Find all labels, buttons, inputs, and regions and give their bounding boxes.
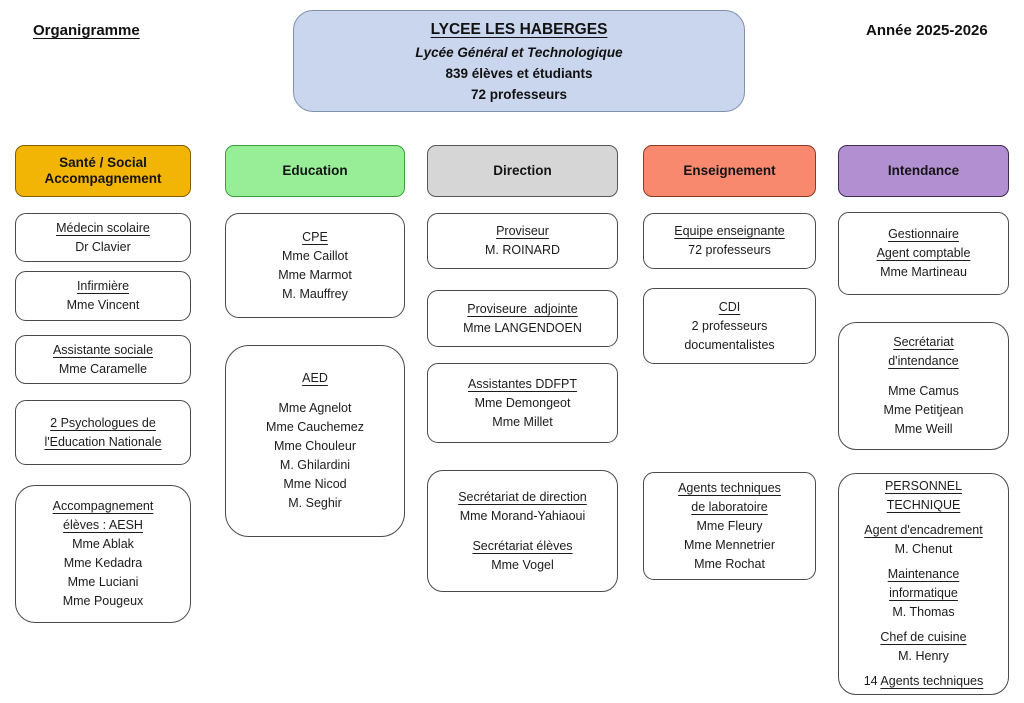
org-box-assistantes-ddfpt xyxy=(427,363,618,443)
org-box-secretariats xyxy=(427,470,618,592)
page-title: Organigramme xyxy=(33,22,140,39)
school-info-box xyxy=(293,10,745,112)
org-box-line: M. Henry xyxy=(898,649,949,663)
org-box-line: Secrétariat de direction xyxy=(458,489,587,504)
org-box-line-text: Agents techniques xyxy=(880,674,984,688)
org-box-line: Médecin scolaire xyxy=(56,220,150,235)
org-box-line: Chef de cuisine xyxy=(880,630,967,644)
org-box-line: de laboratoire xyxy=(691,499,768,514)
org-box-line: Proviseur xyxy=(496,224,549,238)
org-box-proviseur xyxy=(427,213,618,269)
school-name: LYCEE LES HABERGES xyxy=(430,20,608,38)
org-box-line: M. Mauffrey xyxy=(282,286,348,301)
org-box-line: Mme Rochat xyxy=(694,556,765,571)
org-box-line: Mme Chouleur xyxy=(274,439,356,453)
org-box-line: CPE xyxy=(302,229,328,244)
org-box-line: Gestionnaire xyxy=(888,227,959,241)
org-box-line xyxy=(864,672,984,691)
org-box-line: Mme Pougeux xyxy=(62,594,144,608)
org-box-line: Mme Vogel xyxy=(491,557,554,572)
column-header-direction xyxy=(427,145,618,197)
org-box-line: Mme Millet xyxy=(492,414,553,429)
org-box-line: Agent comptable xyxy=(876,246,971,260)
org-box-line-prefix: 14 xyxy=(863,674,881,688)
org-box-cdi xyxy=(643,288,816,364)
column-header-education xyxy=(225,145,405,197)
org-box-line: M. Thomas xyxy=(892,605,955,619)
org-box-cpe xyxy=(225,213,405,318)
org-box-line: Secrétariat xyxy=(893,335,954,349)
org-box-line: Dr Clavier xyxy=(75,239,131,254)
org-box-equipe-enseignante xyxy=(643,213,816,269)
org-box-line: 2 professeurs xyxy=(691,318,768,333)
org-box-line: M. Ghilardini xyxy=(279,458,351,472)
org-box-line: Mme LANGENDOEN xyxy=(463,320,582,335)
org-box-line: Agent d'encadrement xyxy=(864,523,983,537)
org-box-line: M. Seghir xyxy=(288,496,342,510)
column-enseignement xyxy=(643,145,816,580)
column-header-label: Education xyxy=(282,162,348,178)
column-header-intendance xyxy=(838,145,1009,197)
column-header-label: Santé / Social xyxy=(59,154,147,170)
org-box-line: Mme Mennetrier xyxy=(684,537,775,552)
org-box-line: Mme Petitjean xyxy=(883,403,964,417)
school-teachers-count: 72 professeurs xyxy=(470,86,568,102)
org-box-line: Agents techniques xyxy=(678,480,781,495)
org-box-secretariat-intendance xyxy=(838,322,1009,450)
org-box-line: Mme Caramelle xyxy=(58,361,148,376)
org-box-infirmiere xyxy=(15,271,191,321)
column-header-label: Direction xyxy=(493,162,552,178)
org-box-line: TECHNIQUE xyxy=(886,498,961,512)
school-type: Lycée Général et Technologique xyxy=(415,44,623,60)
year-label: Année 2025-2026 xyxy=(866,22,988,39)
column-intendance xyxy=(838,145,1009,695)
org-box-line: Mme Morand-Yahiaoui xyxy=(459,508,586,523)
org-box-assistante-sociale xyxy=(15,335,191,384)
org-box-gestionnaire xyxy=(838,212,1009,295)
org-box-line: Mme Caillot xyxy=(282,248,348,263)
org-box-line: Accompagnement xyxy=(52,499,154,513)
org-box-line: Proviseure adjointe xyxy=(467,301,578,316)
column-direction xyxy=(427,145,618,592)
org-box-line: Assistante sociale xyxy=(52,342,154,357)
org-box-line: Mme Demongeot xyxy=(474,395,571,410)
column-header-sante-social xyxy=(15,145,191,197)
org-box-line: M. Chenut xyxy=(894,542,953,556)
org-box-line: documentalistes xyxy=(684,337,775,352)
org-box-line: Secrétariat élèves xyxy=(472,538,573,553)
column-sante-social xyxy=(15,145,191,623)
column-header-enseignement xyxy=(643,145,816,197)
org-box-line: Infirmière xyxy=(76,279,130,293)
column-header-label: Enseignement xyxy=(683,162,776,178)
org-box-line: Mme Camus xyxy=(888,384,959,398)
org-box-line: PERSONNEL xyxy=(884,479,963,493)
org-box-line: élèves : AESH xyxy=(63,518,143,532)
org-box-agents-laboratoire xyxy=(643,472,816,580)
org-box-line: Mme Martineau xyxy=(880,265,967,279)
org-box-line: Mme Agnelot xyxy=(278,401,352,415)
column-header-label: Accompagnement xyxy=(44,171,162,186)
org-box-line: 72 professeurs xyxy=(688,243,771,257)
org-box-line: 2 Psychologues de xyxy=(50,415,156,430)
column-header-label: Intendance xyxy=(887,162,960,178)
org-box-line: Equipe enseignante xyxy=(674,224,785,238)
org-box-line: Mme Nicod xyxy=(283,477,347,491)
org-box-line: AED xyxy=(302,371,328,385)
org-box-line: Mme Kedadra xyxy=(63,556,143,570)
org-box-line: d'intendance xyxy=(888,354,959,368)
org-box-aed xyxy=(225,345,405,537)
org-box-line: Mme Weill xyxy=(894,422,953,436)
org-box-line: Mme Marmot xyxy=(278,267,352,282)
org-box-line: Mme Luciani xyxy=(67,575,139,589)
org-box-line: Mme Fleury xyxy=(696,518,763,533)
org-box-line: Mme Ablak xyxy=(72,537,134,551)
org-box-line: l'Education Nationale xyxy=(44,434,162,449)
column-education xyxy=(225,145,405,537)
org-box-line: CDI xyxy=(718,299,741,314)
org-box-proviseure-adjointe xyxy=(427,290,618,347)
school-students-count: 839 élèves et étudiants xyxy=(445,65,593,81)
org-box-line: Mme Vincent xyxy=(66,298,140,312)
org-box-psychologues xyxy=(15,400,191,465)
org-box-accompagnement-aesh xyxy=(15,485,191,623)
org-box-line: informatique xyxy=(889,586,958,600)
org-box-line: Mme Cauchemez xyxy=(266,420,364,434)
org-box-line: M. ROINARD xyxy=(485,243,560,257)
org-box-personnel-technique xyxy=(838,473,1009,695)
org-box-medecin-scolaire xyxy=(15,213,191,262)
org-box-line: Maintenance xyxy=(887,567,960,581)
org-box-line: Assistantes DDFPT xyxy=(467,376,578,391)
